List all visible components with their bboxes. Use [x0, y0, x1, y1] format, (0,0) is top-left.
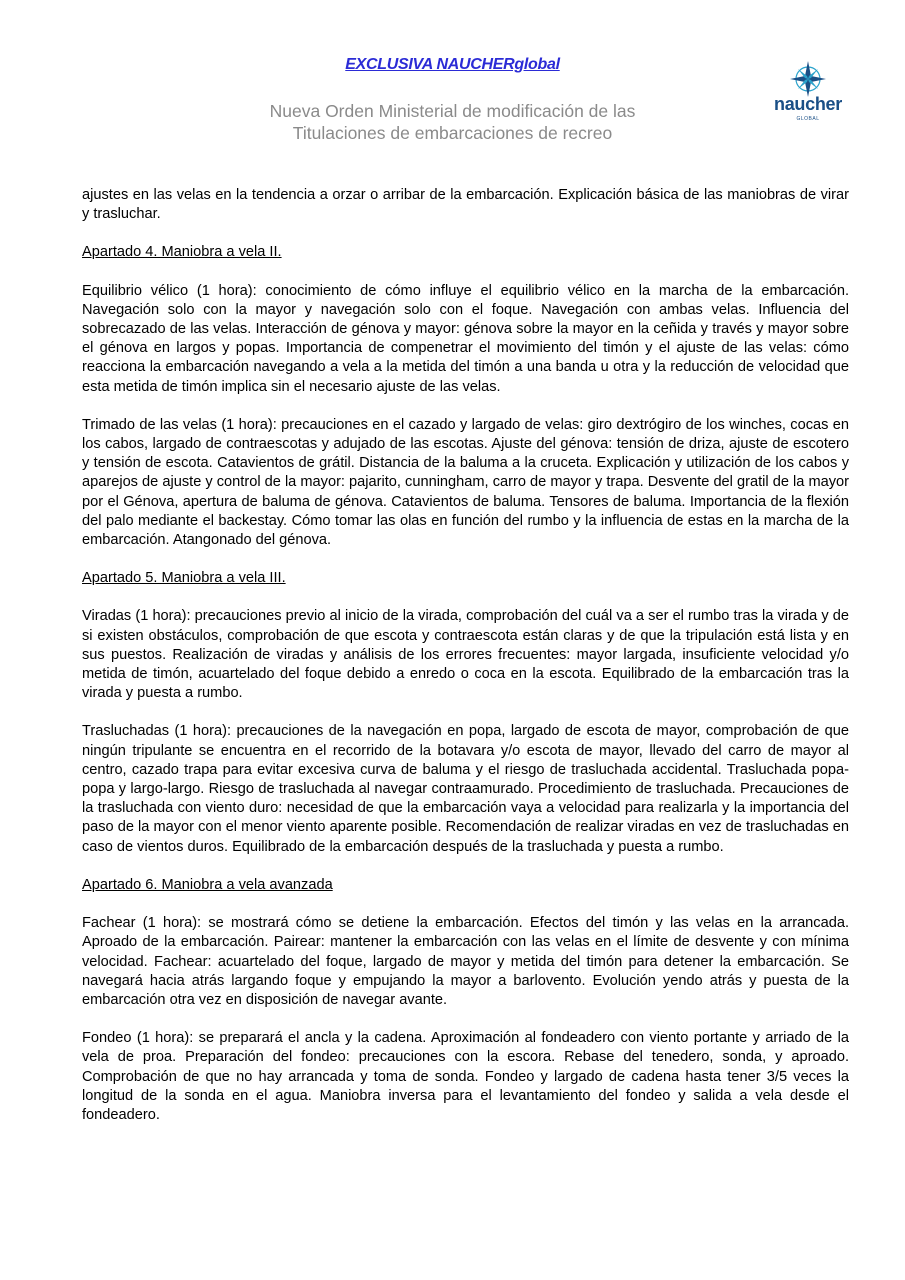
- body-paragraph: Trimado de las velas (1 hora): precauciones en el cazado y largado de velas: giro dextrógiro de los winches, cocas en los cabos, largado de contraescotas y adujado de las escotas. Ajuste del génova: tensión de driza, ajuste de escotero y tensión de escota. Catavientos de grátil. Distancia de la baluma a la cruceta. Explicación y utilización de los cabos y aparejos de ajuste y control de la mayor: pajarito, cunningham, carro de mayor y trapa. Desvente del gratil de la mayor por el Génova, apertura de baluma de génova. Catavientos de baluma. Tensores de baluma. Importancia de la flexión del palo mediante el backestay. Cómo tomar las olas en función del rumbo y la influencia de estas en la marcha de la embarcación. Atangonado del génova.: [82, 416, 849, 549]
- body-paragraph: ajustes en las velas en la tendencia a orzar o arribar de la embarcación. Explicación básica de las maniobras de virar y trasluchar.: [82, 187, 849, 223]
- document-body: [82, 186, 849, 1144]
- body-paragraph: Fondeo (1 hora): se preparará el ancla y la cadena. Aproximación al fondeadero con viento portante y arriado de la vela de proa. Preparación del fondeo: precauciones con la escora. Rebase del tenedero, sonda, y aproado. Comprobación de que no hay arrancada y toma de sonda. Fondeo y largado de cadena hasta tener 3/5 veces la longitud de la sonda en el agua. Maniobra inversa para el levantamiento del fondeo y salida a vela desde el fondeadero.: [82, 1030, 849, 1123]
- section-heading: Apartado 6. Maniobra a vela avanzada: [82, 876, 333, 893]
- logo-wordmark: naucher: [774, 94, 842, 114]
- body-paragraph: Trasluchadas (1 hora): precauciones de la navegación en popa, largado de escota de mayor, comprobación de que ningún tripulante se encuentra en el recorrido de la botavara y/o escota de mayor, llevado del carro de mayor al centro, cazado trapa para evitar excesiva curva de baluma y el riesgo de trasluchada accidental. Trasluchada popa-popa y largo-largo. Riesgo de trasluchada al navegar contraamurado. Procedimiento de trasluchada. Precauciones de la trasluchada con viento duro: necesidad de que la embarcación vaya a velocidad para realizarla y la importancia del paso de la mayor con el menor viento aparente posible. Recomendación de realizar viradas en vez de trasluchadas en caso de vientos duros. Equilibrado de la embarcación después de la trasluchada y puesta a rumbo.: [82, 723, 849, 855]
- section-heading: Apartado 5. Maniobra a vela III.: [82, 570, 286, 587]
- section-heading: Apartado 4. Maniobra a vela II.: [82, 244, 282, 261]
- body-paragraph: Fachear (1 hora): se mostrará cómo se detiene la embarcación. Efectos del timón y las velas en la arrancada. Aproado de la embarcación. Pairear: mantener la embarcación con las velas en el límite de desvente y con mínima velocidad. Fachear: acuartelado del foque, largado de mayor y metida del timón para detener la embarcación. Se navegará hacia atrás largando foque y empujando la mayor a barlovento. Evolución yendo atrás y puesta de la embarcación otra vez en disposición de navegar avante.: [82, 915, 849, 1008]
- compass-rose-icon: [786, 60, 830, 98]
- naucher-logo: [764, 60, 852, 124]
- subtitle-line-2: Titulaciones de embarcaciones de recreo: [292, 123, 613, 143]
- page-header: [0, 0, 905, 160]
- logo-subtext: GLOBAL: [796, 116, 820, 122]
- body-paragraph: Viradas (1 hora): precauciones previo al inicio de la virada, comprobación del cuál va a ser el rumbo tras la virada y de si existen obstáculos, comprobación de que escota y contraescota están claras y de que la tripulación está lista y en sus puestos. Realización de viradas y análisis de los errores frecuentes: mayor largada, insuficiente velocidad y/o metida de timón, acuartelado del foque debido a enredo o coca en la escota. Equilibrado de la embarcación tras la virada y puesta a rumbo.: [82, 608, 849, 702]
- subtitle-line-1: Nueva Orden Ministerial de modificación de las: [269, 101, 636, 121]
- exclusive-link[interactable]: EXCLUSIVA NAUCHERglobal: [345, 56, 560, 73]
- body-paragraph: Equilibrio vélico (1 hora): conocimiento de cómo influye el equilibrio vélico en la marcha de la embarcación. Navegación solo con la mayor y navegación solo con el foque. Navegación con ambas velas. Influencia del sobrecazado de las velas. Interacción de génova y mayor: génova sobre la mayor en la ceñida y través y mayor sobre el génova en largos y popas. Importancia de compenetrar el movimiento del timón y el ajuste de las velas: cómo reacciona la embarcación navegando a vela a la metida del timón a una banda u otra y la reducción de velocidad que esta metida de timón implica sin el necesario ajuste de las velas.: [82, 282, 849, 395]
